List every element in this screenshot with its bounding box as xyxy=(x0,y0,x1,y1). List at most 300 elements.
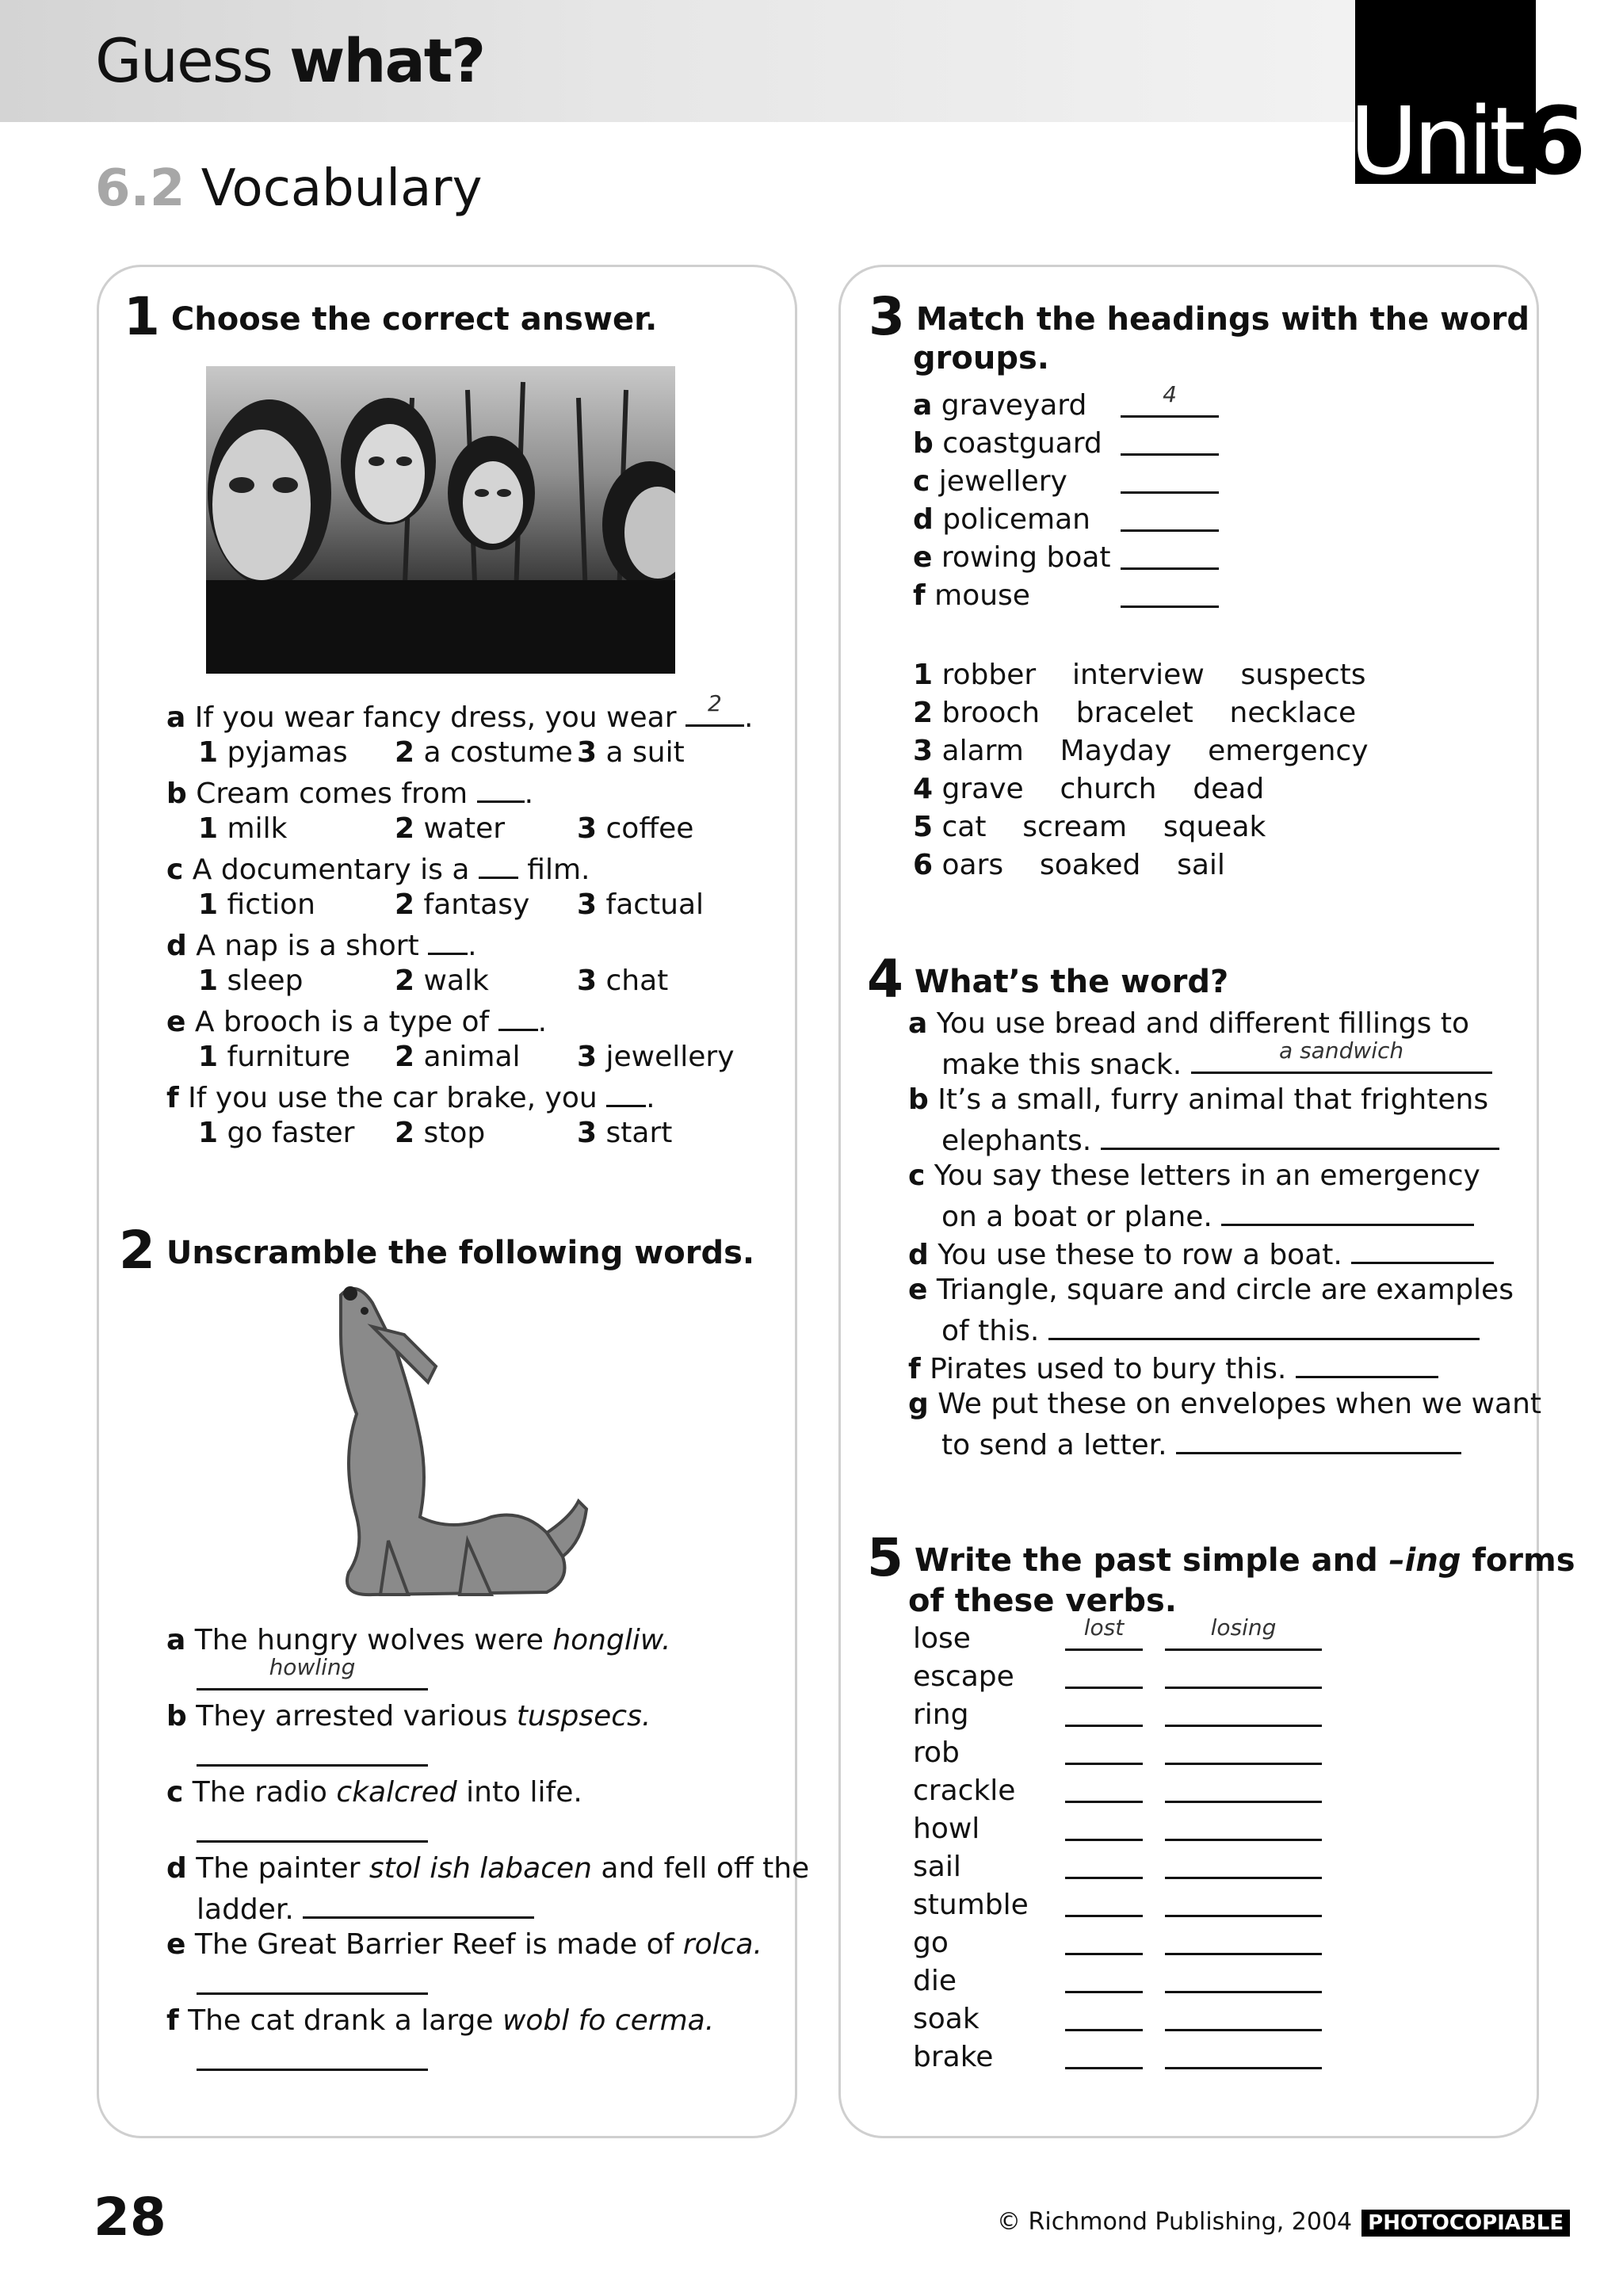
item-letter: e xyxy=(166,1928,186,1961)
option-text: a costume xyxy=(423,736,573,769)
text-line xyxy=(1165,1962,1322,2004)
ex4-heading xyxy=(867,949,1229,1010)
answer-blank[interactable] xyxy=(1065,2038,1143,2069)
item-question-end: . xyxy=(524,777,534,810)
handwritten-answer: losing xyxy=(1210,1614,1277,1641)
text-line xyxy=(913,577,1030,615)
text-line xyxy=(913,846,1225,884)
heading-word: rowing boat xyxy=(941,541,1111,574)
option-number: 3 xyxy=(577,1041,598,1073)
answer-blank[interactable] xyxy=(1121,501,1219,532)
ex4-title: What’s the word? xyxy=(914,964,1229,1000)
photocopiable-badge: PHOTOCOPIABLE xyxy=(1361,2210,1570,2237)
option-f-3[interactable] xyxy=(577,1114,672,1152)
item-letter: a xyxy=(913,389,933,422)
item-question: If you wear fancy dress, you wear xyxy=(194,701,685,734)
option-number: 3 xyxy=(577,812,598,845)
ex3-number: 3 xyxy=(869,286,905,347)
item-question: A brooch is a type of xyxy=(194,1006,498,1038)
verb-base: rob xyxy=(913,1736,960,1769)
ex5-title-1b: –ing xyxy=(1388,1542,1461,1579)
item-letter: a xyxy=(166,1624,186,1656)
text-line xyxy=(1065,1614,1143,1661)
item-clue: You say these letters in an emergency xyxy=(934,1159,1480,1192)
item-sentence-end: into life. xyxy=(456,1776,582,1809)
verb-base: brake xyxy=(913,2041,994,2073)
text-line xyxy=(913,1962,957,2000)
text-line xyxy=(941,1423,1461,1465)
item-letter: a xyxy=(908,1007,928,1040)
answer-blank[interactable] xyxy=(1065,1614,1143,1651)
heading-word: jewellery xyxy=(938,465,1067,498)
answer-blank[interactable] xyxy=(197,1812,428,1843)
ex3-title-1: Match the headings with the word xyxy=(915,301,1529,338)
text-line xyxy=(913,694,1356,732)
text-line xyxy=(941,1119,1499,1160)
text-line xyxy=(913,808,1266,846)
text-line xyxy=(1065,1772,1143,1813)
text-line xyxy=(913,501,1090,539)
text-line xyxy=(913,1658,1014,1696)
text-line xyxy=(908,1271,1514,1309)
ex3-title-2: groups. xyxy=(913,340,1049,376)
answer-blank[interactable] xyxy=(1065,1886,1143,1917)
text-line xyxy=(1165,1886,1322,1927)
option-text: factual xyxy=(605,888,705,921)
item-letter: c xyxy=(908,1159,926,1192)
text-line xyxy=(908,1081,1488,1119)
text-line xyxy=(941,1309,1480,1350)
text-line xyxy=(197,1812,428,1853)
text-line xyxy=(913,1696,968,1734)
answer-blank[interactable] xyxy=(1165,1614,1322,1651)
ex5-title-1c: forms xyxy=(1461,1542,1575,1579)
answer-blank[interactable] xyxy=(685,690,744,727)
unit-word: Unit xyxy=(1350,86,1522,196)
text-line xyxy=(1165,1696,1322,1737)
option-text: coffee xyxy=(605,812,694,845)
ex5-title-2: of these verbs. xyxy=(908,1583,1177,1619)
item-question: Cream comes from xyxy=(196,777,477,810)
item-sentence-line2: ladder. xyxy=(197,1893,294,1926)
option-d-2[interactable] xyxy=(395,962,489,1000)
option-b-1[interactable] xyxy=(198,810,287,848)
text-line xyxy=(1165,1924,1322,1966)
page-number: 28 xyxy=(94,2187,166,2248)
text-line xyxy=(1121,501,1219,542)
answer-blank[interactable] xyxy=(1065,2000,1143,2031)
item-letter: e xyxy=(913,541,933,574)
answer-blank[interactable] xyxy=(1065,1696,1143,1727)
item-clue: We put these on envelopes when we want xyxy=(938,1388,1542,1420)
text-line xyxy=(166,1774,582,1812)
item-letter: c xyxy=(166,854,184,886)
option-text: go faster xyxy=(227,1117,355,1149)
option-number: 1 xyxy=(198,965,219,997)
option-number: 2 xyxy=(395,1041,415,1073)
verb-base: howl xyxy=(913,1813,980,1845)
ex4-number: 4 xyxy=(867,949,903,1010)
item-clue: Pirates used to bury this. xyxy=(930,1353,1287,1385)
item-letter: b xyxy=(166,1700,187,1733)
item-clue-line2: on a boat or plane. xyxy=(941,1201,1212,1233)
item-clue-line2: elephants. xyxy=(941,1125,1092,1157)
item-letter: d xyxy=(166,1852,187,1885)
answer-blank[interactable] xyxy=(1121,425,1219,456)
option-text: fantasy xyxy=(423,888,530,921)
text-line xyxy=(1065,1658,1143,1699)
text-line xyxy=(913,1886,1029,1924)
answer-blank[interactable] xyxy=(1121,463,1219,494)
answer-blank[interactable] xyxy=(498,1000,538,1031)
text-line xyxy=(1121,577,1219,618)
text-line xyxy=(913,2038,993,2076)
text-line xyxy=(166,772,533,813)
ex5-number: 5 xyxy=(867,1527,903,1588)
item-question: If you use the car brake, you xyxy=(188,1082,607,1114)
answer-blank[interactable] xyxy=(1165,1924,1322,1955)
text-line xyxy=(913,2000,980,2038)
text-line xyxy=(1065,1734,1143,1775)
option-text: pyjamas xyxy=(227,736,348,769)
option-text: jewellery xyxy=(605,1041,735,1073)
text-line xyxy=(1121,381,1219,428)
option-f-2[interactable] xyxy=(395,1114,485,1152)
answer-blank[interactable] xyxy=(477,772,525,803)
item-letter: b xyxy=(908,1083,929,1116)
item-letter: g xyxy=(908,1388,929,1420)
series-title-light: Guess xyxy=(95,25,290,96)
option-number: 2 xyxy=(395,736,415,769)
answer-blank[interactable] xyxy=(197,1736,428,1767)
text-line xyxy=(913,463,1067,501)
option-text: a suit xyxy=(605,736,685,769)
text-line xyxy=(908,1347,1438,1389)
answer-blank[interactable] xyxy=(1065,1810,1143,1841)
group-words: grave church dead xyxy=(941,773,1265,805)
unit-number: 6 xyxy=(1521,86,1582,196)
text-line xyxy=(1065,1962,1143,2004)
text-line xyxy=(1065,2000,1143,2042)
item-letter: e xyxy=(908,1274,928,1306)
answer-blank[interactable] xyxy=(1296,1347,1438,1378)
answer-blank[interactable] xyxy=(428,924,468,955)
item-letter: e xyxy=(166,1006,186,1038)
answer-blank[interactable] xyxy=(1176,1423,1461,1454)
text-line xyxy=(913,1620,971,1658)
text-line xyxy=(941,1195,1474,1236)
ex1-heading xyxy=(124,286,658,347)
verb-base: ring xyxy=(913,1698,969,1731)
item-question: A nap is a short xyxy=(196,930,429,962)
answer-blank[interactable] xyxy=(1165,1772,1322,1803)
option-number: 3 xyxy=(577,736,598,769)
ex1-title: Choose the correct answer. xyxy=(170,301,658,338)
group-words: brooch bracelet necklace xyxy=(941,697,1357,729)
handwritten-answer: howling xyxy=(269,1654,356,1680)
item-question-end: . xyxy=(468,930,477,962)
handwritten-answer: 4 xyxy=(1163,381,1177,407)
text-line xyxy=(1065,1696,1143,1737)
item-clue: Triangle, square and circle are examples xyxy=(936,1274,1514,1306)
answer-blank[interactable] xyxy=(1165,1848,1322,1879)
text-line xyxy=(166,924,477,965)
option-number: 1 xyxy=(198,736,219,769)
unit-label xyxy=(1350,86,1582,196)
ex5-heading xyxy=(867,1527,1575,1588)
option-b-2[interactable] xyxy=(395,810,505,848)
option-c-2[interactable] xyxy=(395,886,529,924)
answer-blank[interactable] xyxy=(1191,1037,1492,1074)
item-question: A documentary is a xyxy=(192,854,479,886)
item-question-end: . xyxy=(646,1082,655,1114)
group-number: 4 xyxy=(913,773,934,805)
option-a-3[interactable] xyxy=(577,734,685,772)
answer-blank[interactable] xyxy=(303,1888,534,1919)
answer-blank[interactable] xyxy=(1065,1848,1143,1879)
section-heading xyxy=(95,157,482,220)
option-text: chat xyxy=(605,965,669,997)
answer-blank[interactable] xyxy=(1165,1962,1322,1993)
option-d-3[interactable] xyxy=(577,962,668,1000)
verb-base: crackle xyxy=(913,1775,1016,1807)
heading-word: mouse xyxy=(934,579,1030,612)
answer-blank[interactable] xyxy=(1165,1658,1322,1689)
verb-base: stumble xyxy=(913,1889,1029,1921)
answer-blank[interactable] xyxy=(1121,577,1219,608)
item-clue: It’s a small, furry animal that frightens xyxy=(938,1083,1489,1116)
heading-word: graveyard xyxy=(941,389,1087,422)
item-letter: d xyxy=(908,1239,929,1271)
option-text: animal xyxy=(423,1041,521,1073)
text-line xyxy=(913,770,1264,808)
masks-photo xyxy=(206,366,675,674)
scrambled-word: wobl fo cerma. xyxy=(502,2004,715,2037)
scrambled-word: ckalcred xyxy=(336,1776,457,1809)
item-clue: You use bread and different fillings to xyxy=(936,1007,1469,1040)
option-e-3[interactable] xyxy=(577,1038,735,1076)
item-sentence: The radio xyxy=(192,1776,337,1809)
answer-blank[interactable] xyxy=(1101,1119,1499,1150)
item-letter: f xyxy=(913,579,926,612)
item-sentence-end: and fell off the xyxy=(591,1852,810,1885)
text-line xyxy=(166,848,590,889)
option-text: stop xyxy=(423,1117,486,1149)
option-number: 1 xyxy=(198,888,219,921)
item-clue-line2: to send a letter. xyxy=(941,1429,1167,1461)
verb-base: die xyxy=(913,1965,957,1997)
text-line xyxy=(908,1157,1480,1195)
text-line xyxy=(166,1698,651,1736)
group-words: oars soaked sail xyxy=(941,849,1225,881)
heading-word: coastguard xyxy=(942,427,1102,460)
option-a-1[interactable] xyxy=(198,734,348,772)
text-line xyxy=(1165,1848,1322,1889)
text-line xyxy=(1121,539,1219,580)
group-number: 6 xyxy=(913,849,934,881)
item-clue-line2: make this snack. xyxy=(941,1049,1182,1081)
item-letter: c xyxy=(913,465,930,498)
text-line xyxy=(913,656,1366,694)
text-line xyxy=(1165,1614,1322,1661)
item-sentence: The hungry wolves were xyxy=(194,1624,553,1656)
option-a-2[interactable] xyxy=(395,734,573,772)
option-number: 3 xyxy=(577,1117,598,1149)
option-f-1[interactable] xyxy=(198,1114,354,1152)
text-line xyxy=(1065,1848,1143,1889)
option-number: 2 xyxy=(395,1117,415,1149)
verb-base: sail xyxy=(913,1851,961,1883)
section-title: Vocabulary xyxy=(185,159,483,218)
option-text: walk xyxy=(423,965,489,997)
ex5-title-1a: Write the past simple and xyxy=(914,1542,1389,1579)
howling-dog-illustration xyxy=(309,1279,618,1618)
option-number: 1 xyxy=(198,812,219,845)
option-d-1[interactable] xyxy=(198,962,303,1000)
group-number: 1 xyxy=(913,659,934,691)
item-clue-line2: of this. xyxy=(941,1315,1040,1347)
group-words: cat scream squeak xyxy=(941,811,1266,843)
text-line xyxy=(1165,1658,1322,1699)
text-line xyxy=(908,1385,1541,1423)
text-line xyxy=(941,1037,1492,1084)
answer-blank[interactable] xyxy=(1165,1810,1322,1841)
item-letter: f xyxy=(908,1353,921,1385)
item-letter: c xyxy=(166,1776,184,1809)
copyright-line xyxy=(997,2206,1570,2238)
answer-blank[interactable] xyxy=(1065,1924,1143,1955)
text-line xyxy=(913,1772,1015,1810)
text-line xyxy=(908,1233,1494,1274)
text-line xyxy=(1121,425,1219,466)
option-e-1[interactable] xyxy=(198,1038,350,1076)
answer-blank[interactable] xyxy=(1065,1962,1143,1993)
text-line xyxy=(1065,1886,1143,1927)
option-number: 2 xyxy=(395,965,415,997)
group-number: 3 xyxy=(913,735,934,767)
answer-blank[interactable] xyxy=(1165,1696,1322,1727)
option-text: water xyxy=(423,812,506,845)
section-number: 6.2 xyxy=(95,159,185,218)
option-number: 2 xyxy=(395,812,415,845)
handwritten-answer: a sandwich xyxy=(1279,1037,1404,1064)
text-line xyxy=(166,1000,547,1041)
option-number: 3 xyxy=(577,888,598,921)
text-line xyxy=(1165,1810,1322,1851)
option-text: milk xyxy=(227,812,288,845)
text-line xyxy=(1121,463,1219,504)
howling-dog-art xyxy=(309,1279,618,1618)
scrambled-word: rolca. xyxy=(682,1928,762,1961)
answer-blank[interactable] xyxy=(1165,2038,1322,2069)
answer-blank[interactable] xyxy=(606,1076,646,1107)
ex3-heading-2 xyxy=(913,339,1049,377)
text-line xyxy=(166,690,754,737)
text-line xyxy=(913,1810,980,1848)
verb-base: soak xyxy=(913,2003,980,2035)
answer-blank[interactable] xyxy=(197,2040,428,2071)
item-clue: You use these to row a boat. xyxy=(938,1239,1342,1271)
answer-blank[interactable] xyxy=(1065,1734,1143,1765)
answer-blank[interactable] xyxy=(197,1654,428,1690)
answer-blank[interactable] xyxy=(479,848,518,879)
text-line xyxy=(197,1964,428,2005)
answer-blank[interactable] xyxy=(1165,1886,1322,1917)
item-sentence: The cat drank a large xyxy=(188,2004,502,2037)
text-line xyxy=(1165,2000,1322,2042)
series-title xyxy=(95,25,484,97)
text-line xyxy=(1065,1924,1143,1966)
answer-blank[interactable] xyxy=(1048,1309,1480,1340)
ex3-heading xyxy=(869,286,1529,347)
text-line xyxy=(913,1924,949,1962)
answer-blank[interactable] xyxy=(1121,539,1219,570)
option-number: 3 xyxy=(577,965,598,997)
verb-base: lose xyxy=(913,1622,971,1655)
item-letter: b xyxy=(913,427,934,460)
option-number: 2 xyxy=(395,888,415,921)
item-sentence: The Great Barrier Reef is made of xyxy=(194,1928,683,1961)
scrambled-word: tuspsecs. xyxy=(516,1700,651,1733)
text-line xyxy=(166,1076,655,1117)
text-line xyxy=(913,1848,961,1886)
copyright-text: © Richmond Publishing, 2004 xyxy=(997,2208,1353,2236)
item-letter: f xyxy=(166,2004,179,2037)
ex2-number: 2 xyxy=(119,1220,155,1281)
answer-blank[interactable] xyxy=(1065,1658,1143,1689)
answer-blank[interactable] xyxy=(1351,1233,1494,1264)
item-sentence: The painter xyxy=(196,1852,369,1885)
text-line xyxy=(197,1654,428,1701)
answer-blank[interactable] xyxy=(1121,381,1219,418)
scrambled-word: stol ish labacen xyxy=(369,1852,592,1885)
ex2-heading xyxy=(119,1220,755,1281)
group-number: 5 xyxy=(913,811,934,843)
text-line xyxy=(166,1850,809,1888)
answer-blank[interactable] xyxy=(1165,1734,1322,1765)
option-b-3[interactable] xyxy=(577,810,693,848)
text-line xyxy=(913,1734,960,1772)
text-line xyxy=(1065,2038,1143,2080)
text-line xyxy=(1065,1810,1143,1851)
item-letter: d xyxy=(166,930,187,962)
text-line xyxy=(197,2040,428,2081)
text-line xyxy=(1165,1772,1322,1813)
option-e-2[interactable] xyxy=(395,1038,521,1076)
answer-blank[interactable] xyxy=(197,1964,428,1995)
ex2-title: Unscramble the following words. xyxy=(166,1235,755,1271)
answer-blank[interactable] xyxy=(1165,2000,1322,2031)
text-line xyxy=(913,539,1111,577)
ex1-number: 1 xyxy=(124,286,160,347)
verb-base: escape xyxy=(913,1660,1014,1693)
item-question-end: . xyxy=(743,701,754,734)
handwritten-answer: 2 xyxy=(708,690,722,716)
text-line xyxy=(166,1926,762,1964)
item-letter: f xyxy=(166,1082,179,1114)
option-c-1[interactable] xyxy=(198,886,315,924)
item-sentence: They arrested various xyxy=(196,1700,517,1733)
scrambled-word: hongliw. xyxy=(552,1624,671,1656)
option-c-3[interactable] xyxy=(577,886,704,924)
verb-base: go xyxy=(913,1927,949,1959)
item-letter: b xyxy=(166,777,187,810)
series-title-bold: what? xyxy=(289,25,485,96)
answer-blank[interactable] xyxy=(1221,1195,1474,1226)
answer-blank[interactable] xyxy=(1065,1772,1143,1803)
option-text: sleep xyxy=(227,965,304,997)
text-line xyxy=(197,1736,428,1777)
